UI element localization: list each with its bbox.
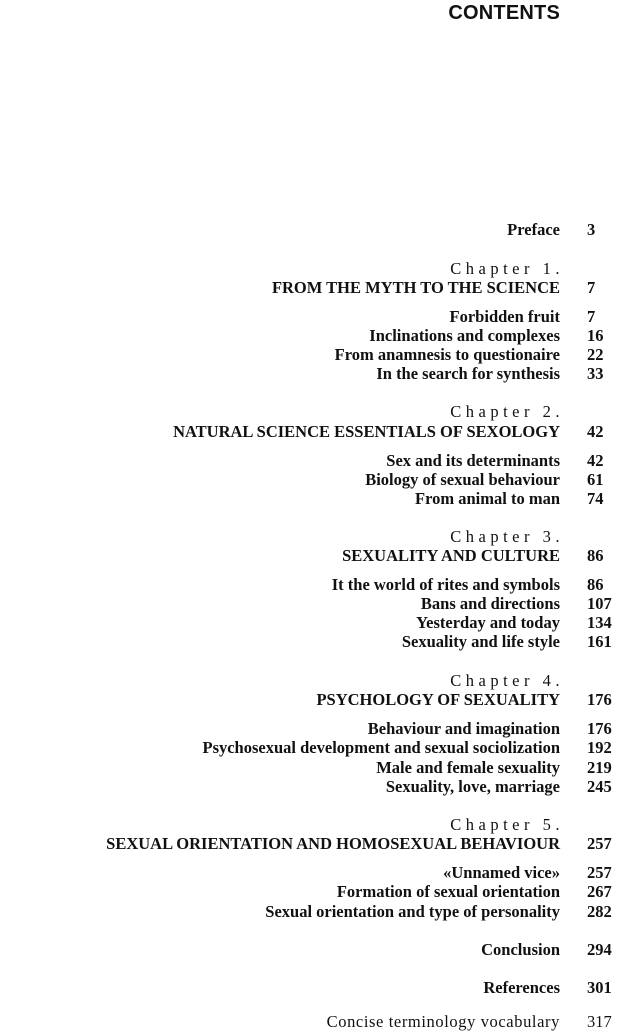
toc-entry-vocabulary[interactable] <box>0 1012 620 1032</box>
section-page: 161 <box>587 632 612 651</box>
toc-section[interactable] <box>0 326 620 346</box>
section-page: 33 <box>587 364 604 383</box>
section-page: 176 <box>587 719 612 738</box>
section-page: 42 <box>587 451 604 470</box>
toc-section[interactable] <box>0 777 620 797</box>
toc-entry-chapter-2[interactable] <box>0 422 620 442</box>
section-page: 74 <box>587 489 604 508</box>
toc-section[interactable] <box>0 902 620 922</box>
entry-title: Concise terminology vocabulary <box>326 1012 560 1031</box>
toc-entry-preface[interactable] <box>0 220 620 240</box>
chapter-label: Chapter 3. <box>450 527 564 546</box>
section-title: Male and female sexuality <box>376 758 560 777</box>
toc-entry-chapter-4[interactable] <box>0 690 620 710</box>
toc-entry-chapter-1[interactable] <box>0 278 620 298</box>
toc-section[interactable] <box>0 489 620 509</box>
chapter-label: Chapter 5. <box>450 815 564 834</box>
section-page: 257 <box>587 863 612 882</box>
section-title: Formation of sexual orientation <box>336 882 560 901</box>
entry-title: References <box>483 978 560 997</box>
section-title: Forbidden fruit <box>449 307 560 326</box>
toc-section[interactable] <box>0 758 620 778</box>
entry-page: 7 <box>587 278 596 297</box>
toc-section[interactable] <box>0 613 620 633</box>
toc-section[interactable] <box>0 863 620 883</box>
entry-page: 3 <box>587 220 596 239</box>
section-title: It the world of rites and symbols <box>331 575 560 594</box>
section-page: 219 <box>587 758 612 777</box>
entry-page: 176 <box>587 690 612 709</box>
chapter-label: Chapter 2. <box>450 402 564 421</box>
toc-section[interactable] <box>0 470 620 490</box>
chapter-title: SEXUAL ORIENTATION AND HOMOSEXUAL BEHAVIOUR <box>106 834 560 853</box>
toc-section[interactable] <box>0 364 620 384</box>
section-title: «Unnamed vice» <box>443 863 560 882</box>
section-title: From animal to man <box>415 489 560 508</box>
chapter-4-label-row <box>0 671 620 691</box>
toc-section[interactable] <box>0 882 620 902</box>
section-title: Behaviour and imagination <box>367 719 560 738</box>
entry-page: 86 <box>587 546 604 565</box>
chapter-title: NATURAL SCIENCE ESSENTIALS OF SEXOLOGY <box>173 422 560 441</box>
chapter-title: SEXUALITY AND CULTURE <box>342 546 560 565</box>
chapter-label: Chapter 4. <box>450 671 564 690</box>
section-title: Sex and its determinants <box>386 451 560 470</box>
toc-section[interactable] <box>0 632 620 652</box>
section-page: 134 <box>587 613 612 632</box>
toc-section[interactable] <box>0 594 620 614</box>
entry-page: 257 <box>587 834 612 853</box>
section-title: In the search for synthesis <box>376 364 560 383</box>
chapter-2-label-row <box>0 402 620 422</box>
section-page: 282 <box>587 902 612 921</box>
toc-section[interactable] <box>0 451 620 471</box>
section-title: Yesterday and today <box>416 613 560 632</box>
toc-section[interactable] <box>0 738 620 758</box>
toc-section[interactable] <box>0 719 620 739</box>
section-page: 245 <box>587 777 612 796</box>
entry-page: 294 <box>587 940 612 959</box>
section-title: From anamnesis to questionaire <box>334 345 560 364</box>
entry-page: 317 <box>587 1012 612 1031</box>
toc-entry-chapter-5[interactable] <box>0 834 620 854</box>
entry-page: 42 <box>587 422 604 441</box>
toc-section[interactable] <box>0 575 620 595</box>
chapter-label: Chapter 1. <box>450 259 564 278</box>
toc-entry-references[interactable] <box>0 978 620 998</box>
chapter-1-label-row <box>0 259 620 279</box>
contents-heading: CONTENTS <box>448 2 560 24</box>
section-title: Sexual orientation and type of personality <box>265 902 560 921</box>
section-page: 86 <box>587 575 604 594</box>
section-page: 192 <box>587 738 612 757</box>
chapter-title: FROM THE MYTH TO THE SCIENCE <box>271 278 560 297</box>
section-page: 267 <box>587 882 612 901</box>
toc-entry-chapter-3[interactable] <box>0 546 620 566</box>
section-page: 16 <box>587 326 604 345</box>
section-title: Psychosexual development and sexual sociolization <box>202 738 560 757</box>
section-page: 22 <box>587 345 604 364</box>
section-title: Inclinations and complexes <box>369 326 560 345</box>
toc-section[interactable] <box>0 345 620 365</box>
chapter-3-label-row <box>0 527 620 547</box>
entry-page: 301 <box>587 978 612 997</box>
section-page: 7 <box>587 307 596 326</box>
chapter-5-label-row <box>0 815 620 835</box>
toc-section[interactable] <box>0 307 620 327</box>
section-title: Bans and directions <box>420 594 560 613</box>
section-page: 61 <box>587 470 604 489</box>
section-title: Sexuality, love, marriage <box>385 777 560 796</box>
entry-title: Conclusion <box>481 940 560 959</box>
section-title: Sexuality and life style <box>401 632 560 651</box>
entry-title: Preface <box>507 220 560 239</box>
section-page: 107 <box>587 594 612 613</box>
toc-entry-conclusion[interactable] <box>0 940 620 960</box>
chapter-title: PSYCHOLOGY OF SEXUALITY <box>316 690 560 709</box>
section-title: Biology of sexual behaviour <box>365 470 560 489</box>
